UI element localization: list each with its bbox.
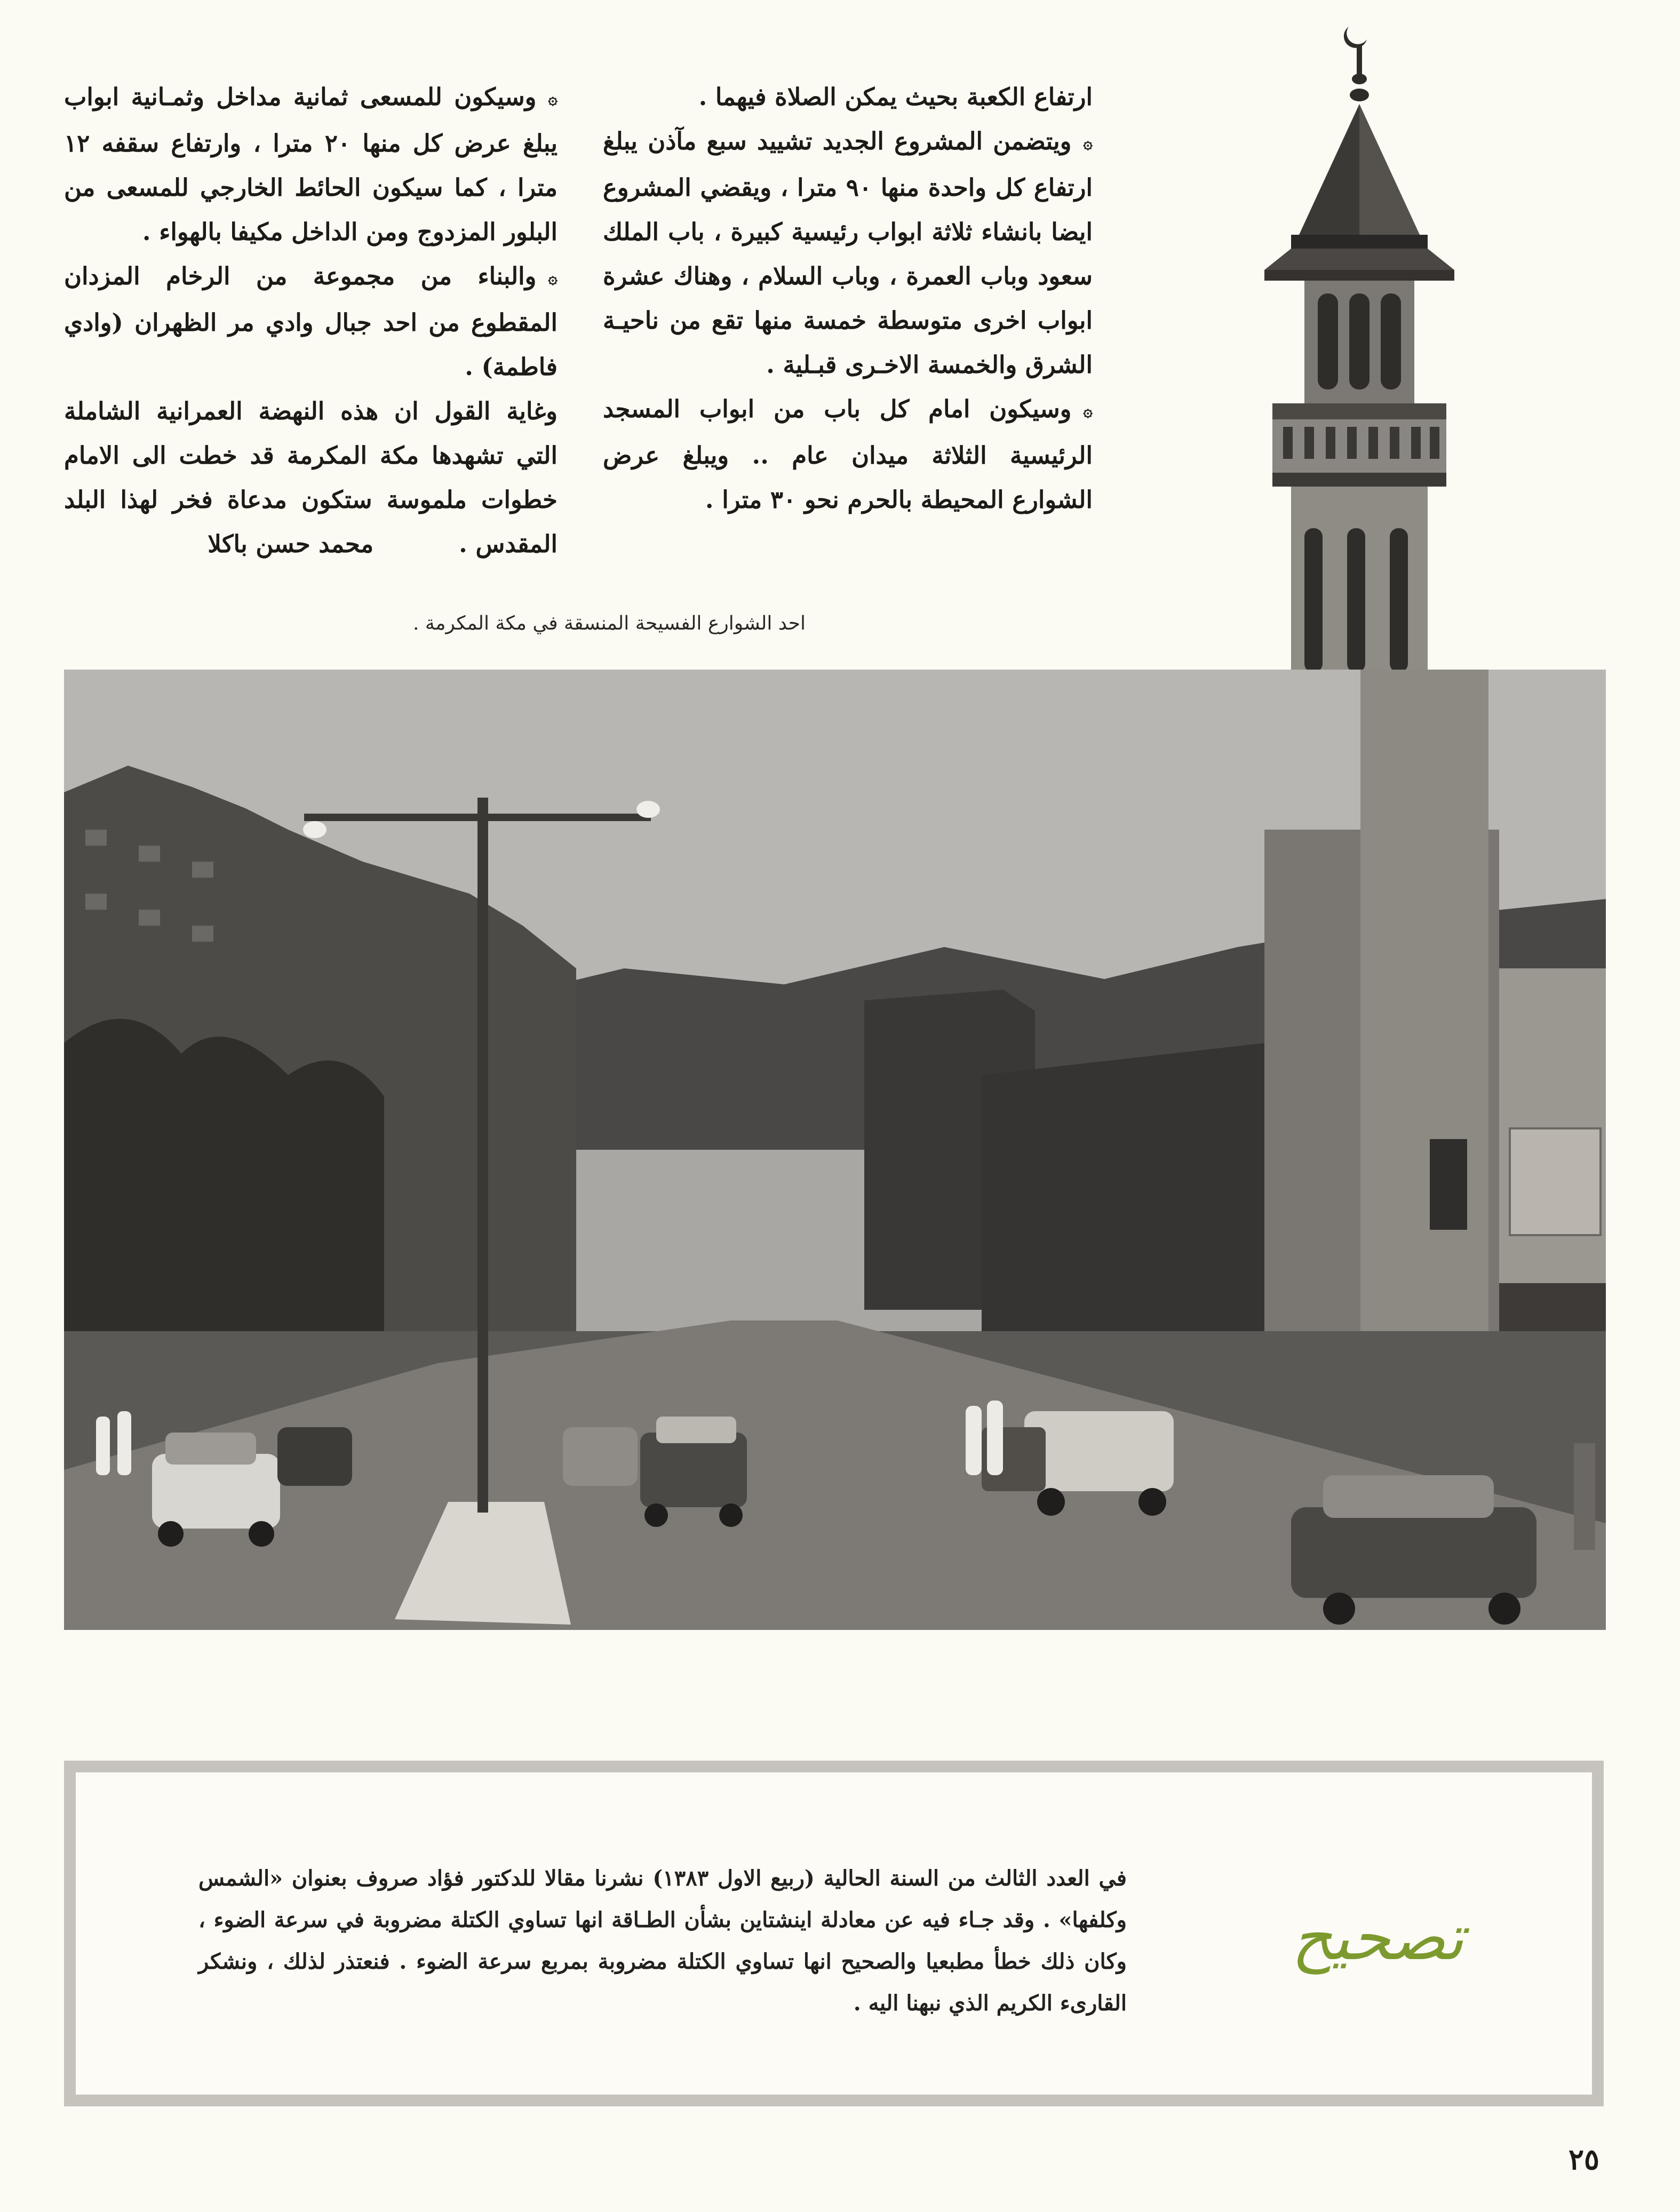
correction-text: في العدد الثالث من السنة الحالية (ربيع الاول ١٣٨٣) نشرنا مقالا للدكتور فؤاد صروف بعنوان «الشمس وكلفها» . وقد جـاء فيه عن معادلة اينشتاين بشأن الطـاقة انها تساوي الكتلة مضروبة في سرعة الضوء ، وكان ذلك خطأ مطبعيا والصحيح انها تساوي الكتلة مضروبة بمربع سرعة الضوء . فنعتذر لذلك ، ونشكر القارىء الكريم الذي نبهنا اليه . (198, 1866, 1127, 2016)
paragraph-text: وسيكون للمسعى ثمانية مداخل وثمـانية ابواب يبلغ عرض كل منها ٢٠ مترا ، وارتفاع سقفه ١٢ مترا ، كما سيكون الحائط الخارجي للمسعى من البلور المزدوج ومن الداخل مكيفا بالهواء . (64, 83, 558, 246)
minaret-illustration (1227, 16, 1504, 672)
paragraph (603, 387, 1093, 522)
article-right-column (603, 75, 1093, 522)
photo-caption: احد الشوارع الفسيحة المنسقة في مكة المكرمة . (412, 612, 806, 634)
bullet-ornament: ۞ (548, 90, 558, 108)
paragraph-text: وسيكون امام كل باب من ابواب المسجد الرئيسية الثلاثة ميدان عام .. ويبلغ عرض الشوارع المحيطة بالحرم نحو ٣٠ مترا . (603, 395, 1093, 514)
page-number: ٢٥ (1568, 2142, 1600, 2176)
article-left-column (64, 75, 558, 566)
paragraph (64, 254, 558, 389)
paragraph-text: وغاية القول ان هذه النهضة العمرانية الشاملة التي تشهدها مكة المكرمة قد خطت الى الامام خطوات ملموسة ستكون مدعاة فخر لهذا البلد المقدس . (64, 397, 558, 558)
paragraph: ارتفاع الكعبة بحيث يمكن الصلاة فيهما . (698, 83, 1093, 111)
author-byline: محمد حسن باكلا (208, 530, 374, 558)
bullet-ornament: ۞ (1083, 134, 1093, 153)
bullet-ornament: ۞ (1083, 402, 1093, 420)
street-photograph (64, 670, 1606, 1630)
correction-title: تصحيح (1291, 1900, 1464, 1974)
paragraph (64, 75, 558, 254)
paragraph (64, 389, 558, 566)
paragraph-text: ويتضمن المشروع الجديد تشييد سبع مآذن يبلغ ارتفاع كل واحدة منها ٩٠ مترا ، ويقضي المشروع ايضا بانشاء ثلاثة ابواب رئيسية كبيرة ، باب الملك سعود وباب العمرة ، وباب السلام ، وهناك عشرة ابواب اخرى متوسطة خمسة منها تقع من ناحيـة الشرق والخمسة الاخـرى قبـلية . (603, 127, 1093, 379)
bullet-ornament: ۞ (548, 269, 558, 288)
paragraph-text: والبناء من مجموعة من الرخام المزدان المقطوع من احد جبال وادي مر الظهران (وادي فاطمة) . (64, 262, 558, 381)
street-scene-illustration (64, 670, 1606, 1630)
paragraph (603, 119, 1093, 387)
correction-notice-box (64, 1761, 1604, 2106)
